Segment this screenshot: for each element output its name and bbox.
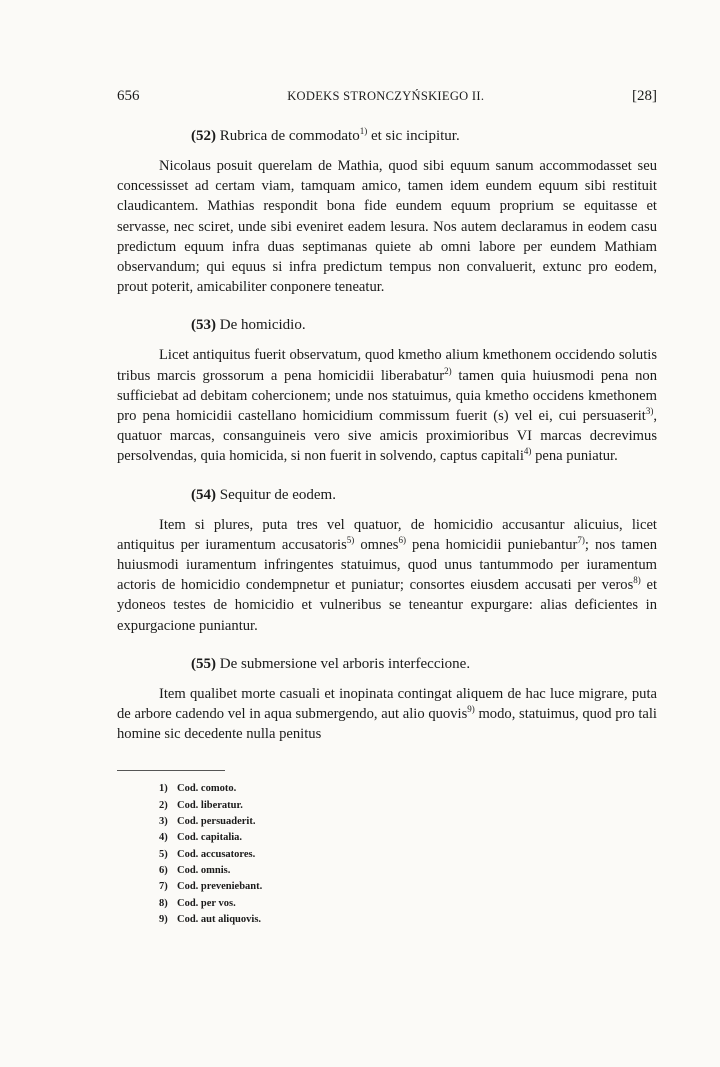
footnote-text: Cod. omnis. bbox=[177, 864, 231, 876]
footnote-ref: 3) bbox=[645, 406, 654, 417]
paragraph-text: ; nos tamen huiusmodi iuramentum infringentes statuimus, quod unus tantummodo per iuramentum actoris de homicidio condempnetur et puniatur; consortes eiusdem accusati per veros bbox=[117, 536, 657, 594]
footnote-text: Cod. aut aliquovis. bbox=[177, 913, 262, 925]
footnote-number: 1) bbox=[159, 783, 168, 795]
section-heading bbox=[191, 126, 657, 146]
section-number: (55) bbox=[191, 655, 216, 672]
footnote-number: 9) bbox=[159, 913, 168, 925]
page-number: 656 bbox=[117, 88, 140, 104]
footnote-number: 5) bbox=[159, 848, 168, 860]
running-header bbox=[117, 88, 657, 110]
footnote-number: 6) bbox=[159, 864, 168, 876]
footnote-ref: 6) bbox=[398, 534, 406, 545]
section-number: (52) bbox=[191, 128, 216, 144]
footnote-ref: 7) bbox=[577, 534, 585, 545]
section-number: (54) bbox=[191, 486, 216, 503]
footnote-ref: 4) bbox=[523, 446, 532, 457]
section-heading bbox=[191, 654, 657, 674]
section-title-text: De homicidio. bbox=[216, 317, 306, 334]
paragraph-text: pena homicidii puniebantur bbox=[405, 536, 578, 553]
paragraph-text: et ydoneos testes de homicidio et vulneribus se teneantur expurgare: alias deficientes in expurgacione puniantur. bbox=[117, 577, 658, 634]
section-title-text: De submersione vel arboris interfeccione. bbox=[216, 655, 471, 672]
footnote-number: 2) bbox=[159, 799, 168, 811]
footnote bbox=[159, 879, 657, 895]
paragraph-text: tamen quia huiusmodi pena non sufficiebat ad debitam cohercionem; unde nos statuimus, quia kmetho occidens kmethonem pro pena homicidii castellano homicidium commissum fuerit (s) vel ei, cui persuaserit bbox=[117, 367, 657, 425]
sections-container bbox=[117, 126, 657, 744]
paragraph-text: Item qualibet morte casuali et inopinata contingat aliquem de hac luce migrare, puta de arbore cadendo vel in aqua submergendo, aut alio quovis bbox=[117, 685, 657, 723]
section-paragraph bbox=[117, 515, 657, 636]
footnote-number: 8) bbox=[159, 897, 168, 909]
footnote bbox=[159, 896, 657, 912]
section-heading bbox=[191, 485, 657, 505]
section-paragraph bbox=[117, 684, 657, 745]
footnote bbox=[159, 847, 657, 863]
footnote-ref: 8) bbox=[633, 575, 641, 586]
section-paragraph bbox=[117, 156, 657, 297]
footnote-text: Cod. capitalia. bbox=[177, 832, 243, 844]
section-heading bbox=[191, 315, 657, 335]
section bbox=[117, 485, 657, 636]
footnote bbox=[159, 798, 657, 814]
section-paragraph bbox=[117, 345, 657, 466]
paragraph-text: modo, statuimus, quod pro tali homine sic decedente nulla penitus bbox=[117, 706, 657, 743]
footnotes bbox=[159, 781, 657, 928]
footnote-ref: 2) bbox=[444, 365, 452, 376]
paragraph-text: Item si plures, puta tres vel quatuor, de homicidio accusantur alicuius, licet antiquitus per iuramentum accusatoris bbox=[117, 516, 657, 553]
footnote-text: Cod. accusatores. bbox=[177, 848, 256, 860]
footnote-number: 3) bbox=[159, 816, 168, 828]
footnote-text: Cod. liberatur. bbox=[177, 799, 243, 811]
section bbox=[117, 126, 657, 297]
footnote-ref: 9) bbox=[467, 704, 475, 715]
section-title-text: et sic incipitur. bbox=[367, 128, 460, 144]
footnote-ref: 1) bbox=[359, 126, 368, 136]
footnote bbox=[159, 912, 657, 928]
paragraph-text: Nicolaus posuit querelam de Mathia, quod sibi equum sanum accommodasset seu concessisset ad certam viam, tamquam amico, tamen idem eundem equum sibi restituit claudicantem. Mathias respondit bona fide eundem equum proprium se equitasse et servasse, nec sciret, unde sibi eveniret eadem lesura. Nos autem declaramus in eodem casu predictum equum infra duas septimanas quiete ab omni labore per eundem Mathiam observandum; qui equus si infra predictum tempus non convaluerit, extunc pro eodem, prout poterit, amicabiliter conponere teneatur. bbox=[117, 158, 657, 296]
footnote-text: Cod. preveniebant. bbox=[177, 881, 263, 893]
document-page bbox=[117, 88, 657, 928]
section-title-text: Rubrica de commodato bbox=[216, 128, 360, 144]
section-number: (53) bbox=[191, 317, 216, 334]
footnote bbox=[159, 863, 657, 879]
footnote bbox=[159, 781, 657, 797]
footnote-text: Cod. persuaderit. bbox=[177, 816, 256, 828]
paragraph-text: pena puniatur. bbox=[531, 448, 618, 465]
section-title-text: Sequitur de eodem. bbox=[216, 486, 336, 503]
header-bracket: [28] bbox=[631, 88, 657, 104]
paragraph-text: omnes bbox=[354, 536, 399, 553]
section bbox=[117, 315, 657, 466]
footnote-ref: 5) bbox=[346, 534, 355, 545]
footnote-number: 4) bbox=[159, 832, 168, 844]
footnote-text: Cod. comoto. bbox=[177, 783, 237, 795]
paragraph-text: , quatuor marcas, consanguineis vero sive amicis proximioribus VI marcas decrevimus persolvendas, quia homicida, si non fuerit in solvendo, captus capitali bbox=[117, 408, 657, 465]
footnote-number: 7) bbox=[159, 881, 168, 893]
footnote bbox=[159, 814, 657, 830]
running-title: KODEKS STRONCZYŃSKIEGO II. bbox=[287, 89, 485, 103]
paragraph-text: Licet antiquitus fuerit observatum, quod kmetho alium kmethonem occidendo solutis tribus marcis grossorum a pena homicidii liberabatur bbox=[117, 347, 657, 384]
footnote-text: Cod. per vos. bbox=[177, 897, 236, 909]
footnote bbox=[159, 830, 657, 846]
section bbox=[117, 654, 657, 745]
footnote-separator bbox=[117, 770, 225, 771]
